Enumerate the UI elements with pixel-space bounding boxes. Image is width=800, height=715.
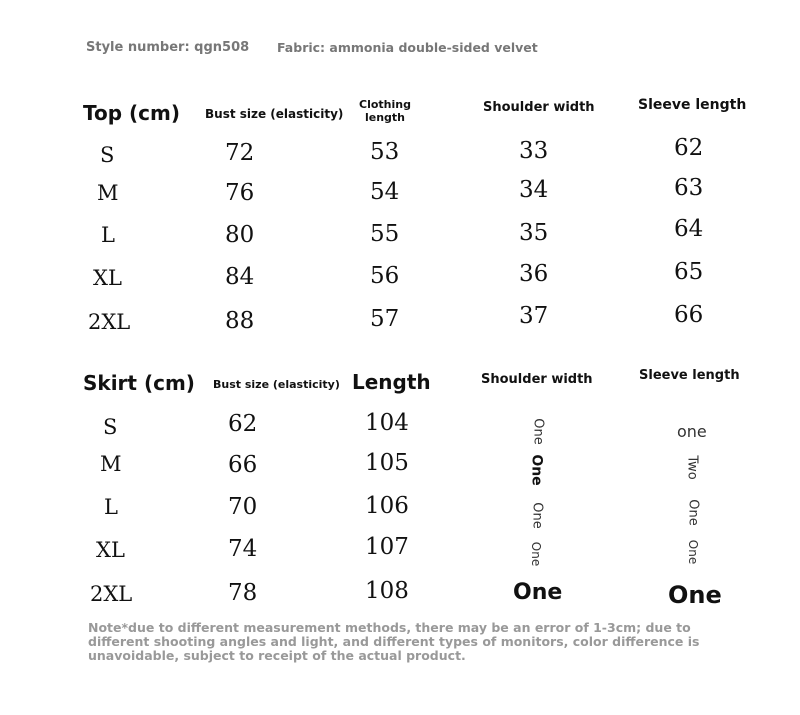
skirt-length-s: 104 <box>365 410 409 436</box>
top-section-title: Top (cm) <box>83 101 180 125</box>
skirt-col-shoulder: Shoulder width <box>481 372 593 387</box>
skirt-length-l: 106 <box>365 493 409 519</box>
skirt-size-m: M <box>100 452 122 476</box>
top-size-xl: XL <box>93 266 122 290</box>
top-shoulder-2xl: 37 <box>519 303 549 329</box>
skirt-size-l: L <box>104 495 118 519</box>
skirt-bust-m: 66 <box>228 452 258 478</box>
skirt-col-sleeve: Sleeve length <box>639 368 740 383</box>
top-col-clothing-line1: Clothing <box>359 98 411 111</box>
top-bust-l: 80 <box>225 222 255 248</box>
top-sleeve-xl: 65 <box>674 259 704 285</box>
skirt-shoulder-l: One <box>529 502 545 529</box>
skirt-bust-2xl: 78 <box>228 580 258 606</box>
top-sleeve-m: 63 <box>674 175 704 201</box>
skirt-bust-s: 62 <box>228 411 258 437</box>
skirt-size-2xl: 2XL <box>90 582 133 606</box>
skirt-length-m: 105 <box>365 450 409 476</box>
fabric-label: Fabric: ammonia double-sided velvet <box>277 40 538 55</box>
skirt-sleeve-s: one <box>677 422 707 441</box>
top-length-s: 53 <box>370 139 400 165</box>
skirt-size-s: S <box>103 415 118 439</box>
top-bust-2xl: 88 <box>225 308 255 334</box>
skirt-shoulder-m: One <box>528 454 545 486</box>
top-size-s: S <box>100 143 115 167</box>
top-sleeve-s: 62 <box>674 135 704 161</box>
disclaimer-note: Note*due to different measurement methods, there may be an error of 1-3cm; due to different shooting angles and light, and different types of monitors, color difference is unavoidable, subject to receipt of the actual product. <box>88 620 700 663</box>
top-col-clothing-length <box>358 98 412 124</box>
top-bust-m: 76 <box>225 180 255 206</box>
top-length-m: 54 <box>370 179 400 205</box>
top-shoulder-xl: 36 <box>519 261 549 287</box>
skirt-sleeve-xl: One <box>686 539 701 565</box>
top-size-2xl: 2XL <box>88 310 131 334</box>
top-sleeve-l: 64 <box>674 216 704 242</box>
top-shoulder-l: 35 <box>519 220 549 246</box>
skirt-sleeve-l: One <box>685 499 701 526</box>
top-col-clothing-line2: length <box>364 111 406 124</box>
skirt-shoulder-2xl: One <box>513 580 563 605</box>
skirt-bust-l: 70 <box>228 494 258 520</box>
top-col-shoulder: Shoulder width <box>483 100 595 115</box>
top-bust-xl: 84 <box>225 264 255 290</box>
top-length-2xl: 57 <box>370 306 400 332</box>
top-sleeve-2xl: 66 <box>674 302 704 328</box>
top-bust-s: 72 <box>225 140 255 166</box>
skirt-shoulder-xl: One <box>529 541 544 567</box>
top-size-l: L <box>101 223 115 247</box>
skirt-length-xl: 107 <box>365 534 409 560</box>
skirt-length-2xl: 108 <box>365 578 409 604</box>
skirt-shoulder-s: One <box>530 418 546 445</box>
skirt-size-xl: XL <box>96 538 125 562</box>
skirt-sleeve-2xl: One <box>668 581 722 609</box>
top-col-sleeve: Sleeve length <box>638 97 747 113</box>
top-shoulder-s: 33 <box>519 138 549 164</box>
skirt-bust-xl: 74 <box>228 536 258 562</box>
top-length-l: 55 <box>370 221 400 247</box>
skirt-col-bust: Bust size (elasticity) <box>213 378 340 391</box>
top-col-bust: Bust size (elasticity) <box>205 107 344 121</box>
style-number: Style number: qgn508 <box>86 40 250 55</box>
top-size-m: M <box>97 181 119 205</box>
top-shoulder-m: 34 <box>519 177 549 203</box>
skirt-section-title: Skirt (cm) <box>83 371 195 395</box>
skirt-col-length: Length <box>352 370 431 394</box>
skirt-sleeve-m: Two <box>684 455 700 480</box>
top-length-xl: 56 <box>370 263 400 289</box>
